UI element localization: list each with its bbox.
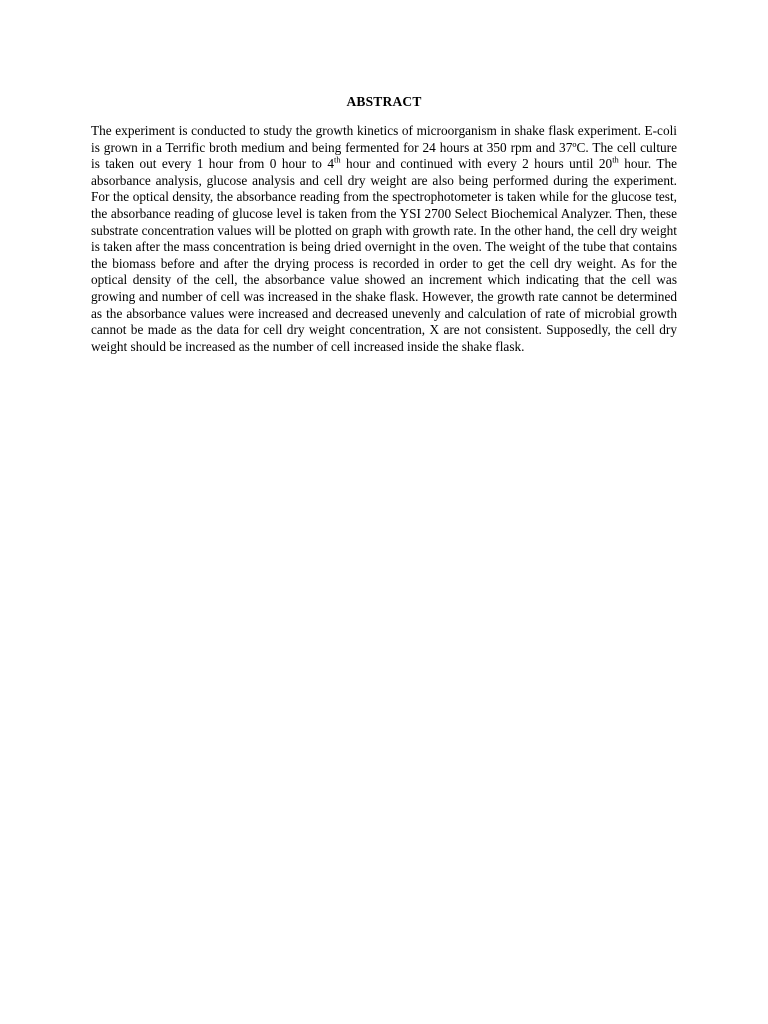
abstract-heading: ABSTRACT bbox=[346, 94, 422, 109]
ordinal-suffix-20th: th bbox=[612, 154, 619, 165]
abstract-paragraph bbox=[91, 123, 677, 355]
paragraph-text-part-1: The experiment is conducted to study the growth kinetics of microorganism in shake flask experiment. E-coli is grown in a Terrific broth medium and being fermented for 24 hours at 350 rpm and 37ºC. The cell culture is taken out every 1 hour from 0 hour to 4 bbox=[91, 123, 677, 172]
ordinal-suffix-4th: th bbox=[333, 154, 341, 165]
paragraph-text-part-2: hour and continued with every 2 hours until 20 bbox=[340, 156, 613, 172]
paragraph-text-part-3: hour. The absorbance analysis, glucose analysis and cell dry weight are also being performed during the experiment. For the optical density, the absorbance reading from the spectrophotometer is taken while for the glucose test, the absorbance reading of glucose level is taken from the YSI 2700 Select Biochemical Analyzer. Then, these substrate concentration values will be plotted on graph with growth rate. In the other hand, the cell dry weight is taken after the mass concentration is being dried overnight in the oven. The weight of the tube that contains the biomass before and after the drying process is recorded in order to get the cell dry weight. As for the optical density of the cell, the absorbance value showed an increment which indicating that the cell was growing and number of cell was increased in the shake flask. However, the growth rate cannot be determined as the absorbance values were increased and decreased unevenly and calculation of rate of microbial growth cannot be made as the data for cell dry weight concentration, X are not consistent. Supposedly, the cell dry weight should be increased as the number of cell increased inside the shake flask. bbox=[91, 156, 677, 354]
